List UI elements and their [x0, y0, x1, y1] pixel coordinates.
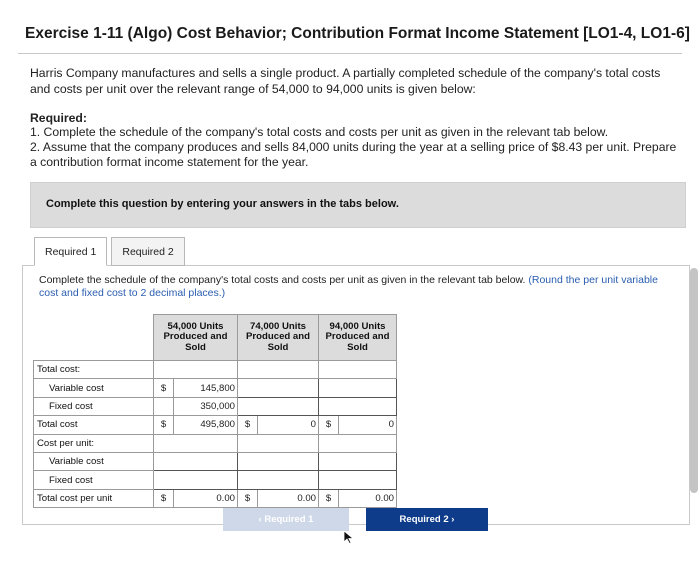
required-item-1: 1. Complete the schedule of the company's total costs and costs per unit as given in the relevant tab below. [30, 125, 609, 139]
table-row [34, 361, 397, 379]
tab-required-2[interactable]: Required 2 [111, 237, 184, 266]
variable-cost-74000-input[interactable] [238, 379, 319, 397]
currency-symbol: $ [154, 416, 174, 434]
variable-cost-per-unit-label: Variable cost [34, 452, 154, 470]
table-row [34, 397, 397, 415]
tab-bar [34, 237, 185, 266]
variable-cost-54000-value: 145,800 [174, 379, 238, 397]
fixed-cost-per-unit-label: Fixed cost [34, 471, 154, 489]
problem-intro: Harris Company manufactures and sells a single product. A partially completed schedule of the company's total costs and costs per unit over the relevant range of 54,000 to 94,000 units is given below: [30, 66, 661, 96]
required-list [30, 125, 680, 171]
total-cost-section-label: Total cost: [34, 361, 154, 379]
fixed-cost-54000-value: 350,000 [174, 397, 238, 415]
column-header-74000: 74,000 Units Produced and Sold [238, 315, 319, 361]
page-title: Exercise 1-11 (Algo) Cost Behavior; Contribution Format Income Statement [LO1-4, LO1-6] [25, 25, 690, 42]
total-cost-pu-54000-value: 0.00 [174, 489, 238, 507]
fixed-cost-74000-input[interactable] [238, 397, 319, 415]
fixed-cost-label: Fixed cost [34, 397, 154, 415]
variable-cost-pu-74000-input[interactable] [238, 452, 319, 470]
total-cost-pu-94000-value: 0.00 [339, 489, 397, 507]
total-cost-74000-value: 0 [258, 416, 319, 434]
currency-symbol: $ [238, 416, 258, 434]
variable-cost-label: Variable cost [34, 379, 154, 397]
total-cost-94000-value: 0 [339, 416, 397, 434]
tab-instructions [39, 274, 679, 300]
panel-instruction-text: Complete this question by entering your answers in the tabs below. [46, 198, 399, 210]
variable-cost-94000-input[interactable] [319, 379, 397, 397]
total-cost-54000-value: 495,800 [174, 416, 238, 434]
required-item-2: 2. Assume that the company produces and sells 84,000 units during the year at a selling price of $8.43 per unit. Prepare a contribution format income statement for the year. [30, 140, 677, 170]
instructions-panel [30, 182, 686, 228]
total-cost-per-unit-label: Total cost per unit [34, 489, 154, 507]
table-row [34, 471, 397, 489]
rounding-hint: (Round the per unit variable cost and fixed cost to 2 decimal places.) [39, 274, 658, 299]
total-cost-pu-74000-value: 0.00 [258, 489, 319, 507]
header-blank [34, 315, 154, 361]
title-divider [18, 53, 682, 54]
next-required-2-button[interactable]: Required 2 › [366, 508, 488, 531]
currency-symbol: $ [154, 379, 174, 397]
currency-symbol: $ [319, 489, 339, 507]
fixed-cost-pu-74000-input[interactable] [238, 471, 319, 489]
total-cost-label: Total cost [34, 416, 154, 434]
variable-cost-pu-54000-input[interactable] [154, 452, 238, 470]
scrollbar-thumb[interactable] [690, 268, 698, 493]
column-header-94000: 94,000 Units Produced and Sold [319, 315, 397, 361]
mouse-cursor-icon [343, 530, 355, 544]
table-row [34, 416, 397, 434]
column-header-54000: 54,000 Units Produced and Sold [154, 315, 238, 361]
table-row [34, 379, 397, 397]
currency-symbol: $ [238, 489, 258, 507]
currency-symbol: $ [154, 489, 174, 507]
cost-schedule-table [33, 314, 397, 508]
fixed-cost-94000-input[interactable] [319, 397, 397, 415]
tab-required-1[interactable]: Required 1 [34, 237, 107, 266]
table-row [34, 434, 397, 452]
fixed-cost-pu-54000-input[interactable] [154, 471, 238, 489]
required-heading: Required: [30, 111, 87, 125]
cost-per-unit-section-label: Cost per unit: [34, 434, 154, 452]
fixed-cost-pu-94000-input[interactable] [319, 471, 397, 489]
instruction-text: Complete the schedule of the company's total costs and costs per unit as given in the relevant tab below. [39, 274, 526, 286]
table-row [34, 452, 397, 470]
prev-required-1-button[interactable]: ‹ Required 1 [223, 508, 349, 531]
currency-symbol: $ [319, 416, 339, 434]
variable-cost-pu-94000-input[interactable] [319, 452, 397, 470]
table-row [34, 489, 397, 507]
